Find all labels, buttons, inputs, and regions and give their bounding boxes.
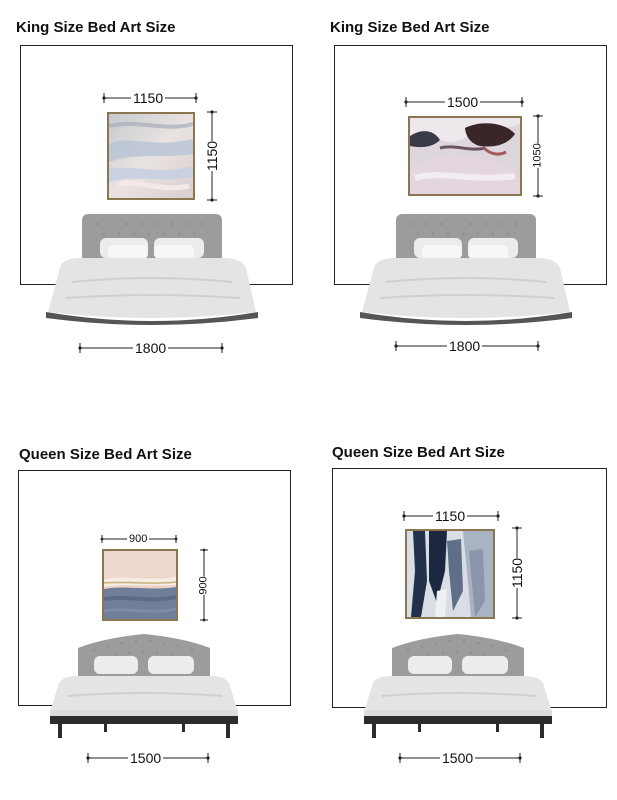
bed-king-1 (42, 212, 262, 328)
panel-title-king-1: King Size Bed Art Size (16, 19, 176, 36)
art-width-label-king-1: 1150 (133, 90, 164, 106)
bed-width-label-queen-2: 1500 (442, 750, 474, 766)
bed-width-label-queen-1: 1500 (130, 750, 162, 766)
art-height-label-queen-1: 900 (197, 576, 210, 595)
panel-title-queen-2: Queen Size Bed Art Size (332, 444, 505, 461)
bed-queen-1 (44, 630, 244, 740)
artwork-queen-2 (405, 529, 495, 619)
art-height-label-king-2: 1050 (531, 143, 544, 168)
bed-queen-2 (358, 630, 558, 740)
bed-width-label-king-2: 1800 (449, 338, 481, 354)
art-width-label-queen-2: 1150 (435, 508, 466, 524)
bed-king-2 (356, 212, 576, 328)
art-width-label-queen-1: 900 (129, 533, 148, 545)
art-width-label-king-2: 1500 (447, 94, 479, 110)
panel-title-king-2: King Size Bed Art Size (330, 19, 490, 36)
art-height-label-queen-2: 1150 (509, 557, 526, 589)
bed-width-label-king-1: 1800 (135, 340, 167, 356)
art-height-label-king-1: 1150 (204, 140, 221, 172)
artwork-queen-1 (102, 549, 178, 621)
artwork-king-2 (408, 116, 522, 196)
artwork-king-1 (107, 112, 195, 200)
panel-title-queen-1: Queen Size Bed Art Size (19, 446, 192, 463)
